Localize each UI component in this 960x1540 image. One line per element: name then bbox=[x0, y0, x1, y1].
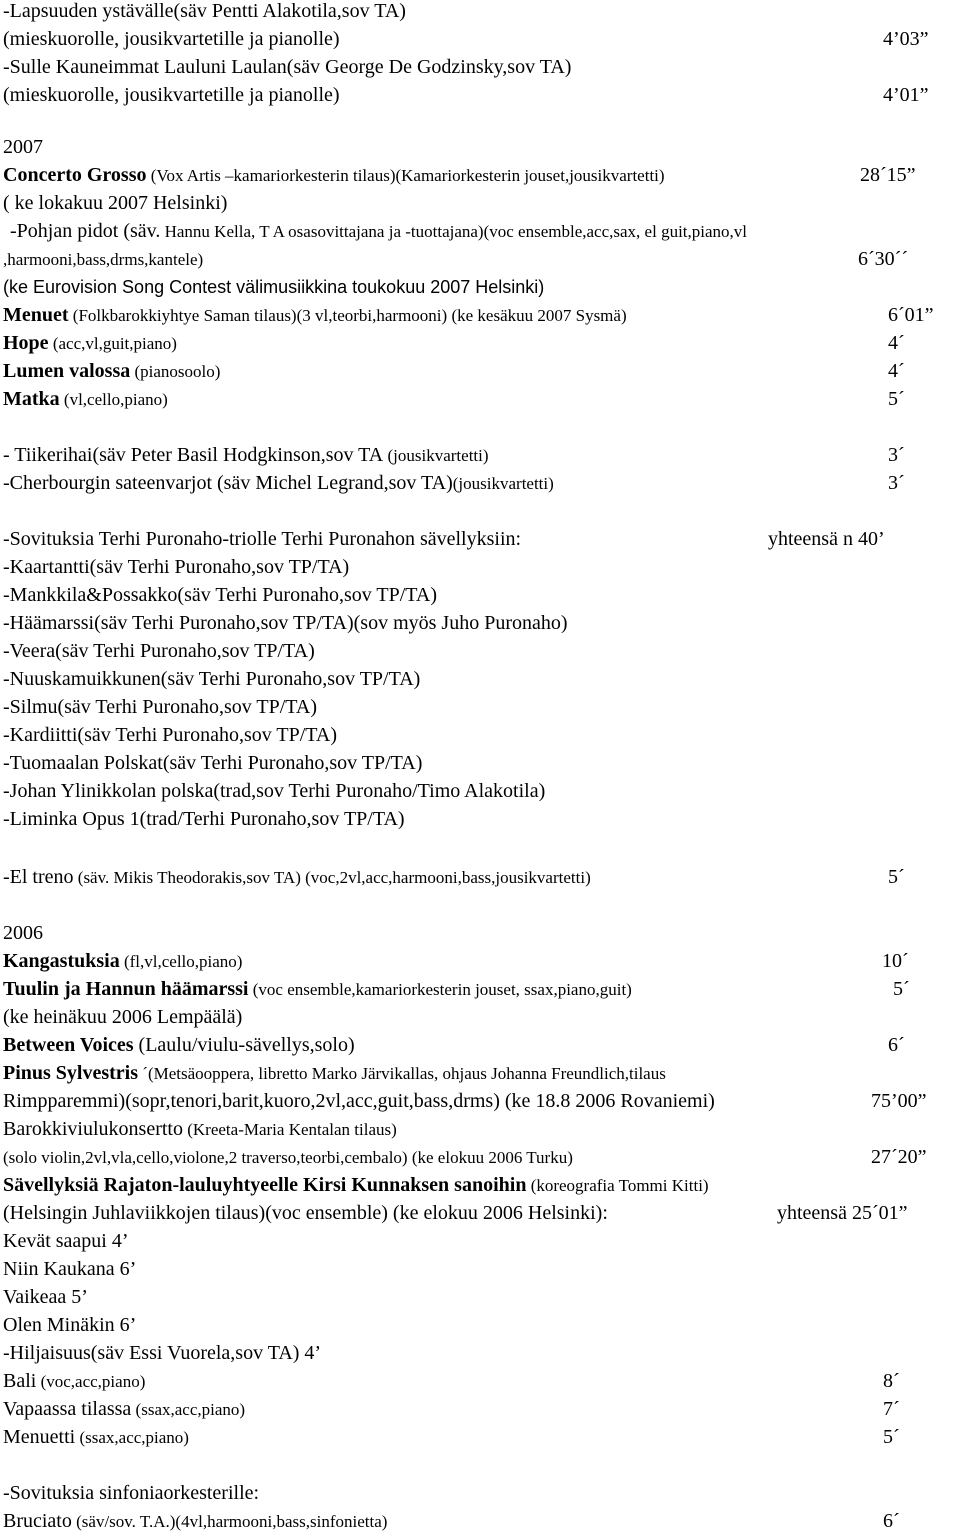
work-entry: - Tiikerihai(säv Peter Basil Hodgkinson,sov TA (jousikvartetti) bbox=[3, 444, 489, 466]
duration: 7´ bbox=[883, 1398, 900, 1420]
duration: 4’03” bbox=[883, 28, 929, 50]
work-entry: Menuetti (ssax,acc,piano) bbox=[3, 1426, 189, 1448]
arrangement-item: -Tuomaalan Polskat(säv Terhi Puronaho,sov TP/TA) bbox=[3, 752, 423, 774]
work-title: Hope bbox=[3, 332, 49, 354]
work-entry: (Helsingin Juhlaviikkojen tilaus)(voc ensemble) (ke elokuu 2006 Helsinki): bbox=[3, 1202, 608, 1224]
work-title: Matka bbox=[3, 388, 60, 410]
work-entry: (mieskuorolle, jousikvartetille ja pianolle) bbox=[3, 84, 340, 106]
duration: 5´ bbox=[888, 388, 905, 410]
arrangement-item: -Kardiitti(säv Terhi Puronaho,sov TP/TA) bbox=[3, 724, 337, 746]
work-entry: Lumen valossa (pianosoolo) bbox=[3, 360, 221, 382]
duration: 4´ bbox=[888, 332, 905, 354]
song-item: Niin Kaukana 6’ bbox=[3, 1258, 137, 1280]
work-title: Concerto Grosso bbox=[3, 164, 147, 186]
work-entry: Hope (acc,vl,guit,piano) bbox=[3, 332, 177, 354]
section-heading: -Sovituksia sinfoniaorkesterille: bbox=[3, 1482, 260, 1504]
arrangement-item: -Liminka Opus 1(trad/Terhi Puronaho,sov TP/TA) bbox=[3, 808, 405, 830]
work-entry: Vapaassa tilassa (ssax,acc,piano) bbox=[3, 1398, 246, 1420]
song-item: -Hiljaisuus(säv Essi Vuorela,sov TA) 4’ bbox=[3, 1342, 322, 1364]
duration: 27´20” bbox=[871, 1146, 927, 1168]
duration-total: yhteensä 25´01” bbox=[777, 1202, 908, 1224]
work-title: Pinus Sylvestris bbox=[3, 1062, 139, 1084]
work-entry: Barokkiviulukonsertto (Kreeta-Maria Kentalan tilaus) bbox=[3, 1118, 397, 1140]
arrangement-item: -Häämarssi(säv Terhi Puronaho,sov TP/TA)(sov myös Juho Puronaho) bbox=[3, 612, 568, 634]
work-title: Lumen valossa bbox=[3, 360, 131, 382]
duration: 28´15” bbox=[860, 164, 916, 186]
work-entry: Bruciato (säv/sov. T.A.)(4vl,harmooni,bass,sinfonietta) bbox=[3, 1510, 388, 1532]
arrangement-item: -Johan Ylinikkolan polska(trad,sov Terhi Puronaho/Timo Alakotila) bbox=[3, 780, 546, 802]
duration: 6´ bbox=[888, 1034, 905, 1056]
premiere-note: (ke heinäkuu 2006 Lempäälä) bbox=[3, 1006, 243, 1028]
work-entry: Concerto Grosso (Vox Artis –kamariorkesterin tilaus)(Kamariorkesterin jouset,jousikvartetti) bbox=[3, 164, 665, 186]
work-entry: ,harmooni,bass,drms,kantele) bbox=[3, 250, 204, 269]
work-entry: Rimpparemmi)(sopr,tenori,barit,kuoro,2vl,acc,guit,bass,drms) (ke 18.8 2006 Rovaniemi) bbox=[3, 1090, 715, 1112]
duration: 4’01” bbox=[883, 84, 929, 106]
work-title: Menuet bbox=[3, 304, 69, 326]
duration: 6´30´´ bbox=[858, 248, 908, 270]
work-title: Sävellyksiä Rajaton-lauluyhtyeelle Kirsi Kunnaksen sanoihin bbox=[3, 1174, 527, 1196]
work-entry: Menuet (Folkbarokkiyhtye Saman tilaus)(3 vl,teorbi,harmooni) (ke kesäkuu 2007 Sysmä) bbox=[3, 304, 627, 326]
work-title: Kangastuksia bbox=[3, 950, 120, 972]
work-entry: -Cherbourgin sateenvarjot (säv Michel Legrand,sov TA)(jousikvartetti) bbox=[3, 472, 554, 494]
duration: 5´ bbox=[883, 1426, 900, 1448]
work-entry: -El treno (säv. Mikis Theodorakis,sov TA) (voc,2vl,acc,harmooni,bass,jousikvartetti) bbox=[3, 866, 591, 888]
work-entry: Between Voices (Laulu/viulu-sävellys,solo) bbox=[3, 1034, 355, 1056]
arrangement-item: -Mankkila&Possakko(säv Terhi Puronaho,sov TP/TA) bbox=[3, 584, 438, 606]
work-entry: Pinus Sylvestris ´(Metsäooppera, libretto Marko Järvikallas, ohjaus Johanna Freundlich,tilaus bbox=[3, 1062, 666, 1084]
duration: 10´ bbox=[882, 950, 909, 972]
duration: 75’00” bbox=[871, 1090, 927, 1112]
duration: 6´01” bbox=[888, 304, 934, 326]
work-entry: Tuulin ja Hannun häämarssi (voc ensemble,kamariorkesterin jouset, ssax,piano,guit) bbox=[3, 978, 632, 1000]
work-entry: Bali (voc,acc,piano) bbox=[3, 1370, 146, 1392]
arrangement-item: -Kaartantti(säv Terhi Puronaho,sov TP/TA) bbox=[3, 556, 350, 578]
work-title: Tuulin ja Hannun häämarssi bbox=[3, 978, 249, 1000]
year-heading: 2007 bbox=[3, 136, 43, 158]
work-entry: Kangastuksia (fl,vl,cello,piano) bbox=[3, 950, 243, 972]
work-entry: Sävellyksiä Rajaton-lauluyhtyeelle Kirsi Kunnaksen sanoihin (koreografia Tommi Kitti) bbox=[3, 1174, 709, 1196]
work-entry: (mieskuorolle, jousikvartetille ja pianolle) bbox=[3, 28, 340, 50]
section-heading: -Sovituksia Terhi Puronaho-triolle Terhi Puronahon sävellyksiin: bbox=[3, 528, 522, 550]
duration: 3´ bbox=[888, 444, 905, 466]
work-title: Between Voices bbox=[3, 1034, 134, 1056]
duration: 6´ bbox=[883, 1510, 900, 1532]
year-heading: 2006 bbox=[3, 922, 43, 944]
work-entry: -Pohjan pidot (säv. Hannu Kella, T A osasovittajana ja -tuottajana)(voc ensemble,acc,sax, el guit,piano,vl bbox=[10, 220, 748, 242]
song-item: Vaikeaa 5’ bbox=[3, 1286, 88, 1308]
song-item: Olen Minäkin 6’ bbox=[3, 1314, 137, 1336]
song-item: Kevät saapui 4’ bbox=[3, 1230, 129, 1252]
duration: 5´ bbox=[893, 978, 910, 1000]
duration: 3´ bbox=[888, 472, 905, 494]
duration: 4´ bbox=[888, 360, 905, 382]
work-entry: (solo violin,2vl,vla,cello,violone,2 traverso,teorbi,cembalo) (ke elokuu 2006 Turku) bbox=[3, 1148, 573, 1167]
duration: 5´ bbox=[888, 866, 905, 888]
work-entry: Matka (vl,cello,piano) bbox=[3, 388, 168, 410]
work-entry: -Lapsuuden ystävälle(säv Pentti Alakotila,sov TA) bbox=[3, 0, 406, 22]
premiere-note: ( ke lokakuu 2007 Helsinki) bbox=[3, 192, 228, 214]
duration-total: yhteensä n 40’ bbox=[768, 528, 885, 550]
arrangement-item: -Silmu(säv Terhi Puronaho,sov TP/TA) bbox=[3, 696, 318, 718]
premiere-note: (ke Eurovision Song Contest välimusiikkina toukokuu 2007 Helsinki) bbox=[3, 277, 545, 297]
duration: 8´ bbox=[883, 1370, 900, 1392]
work-entry: -Sulle Kauneimmat Lauluni Laulan(säv George De Godzinsky,sov TA) bbox=[3, 56, 572, 78]
arrangement-item: -Veera(säv Terhi Puronaho,sov TP/TA) bbox=[3, 640, 315, 662]
arrangement-item: -Nuuskamuikkunen(säv Terhi Puronaho,sov TP/TA) bbox=[3, 668, 421, 690]
